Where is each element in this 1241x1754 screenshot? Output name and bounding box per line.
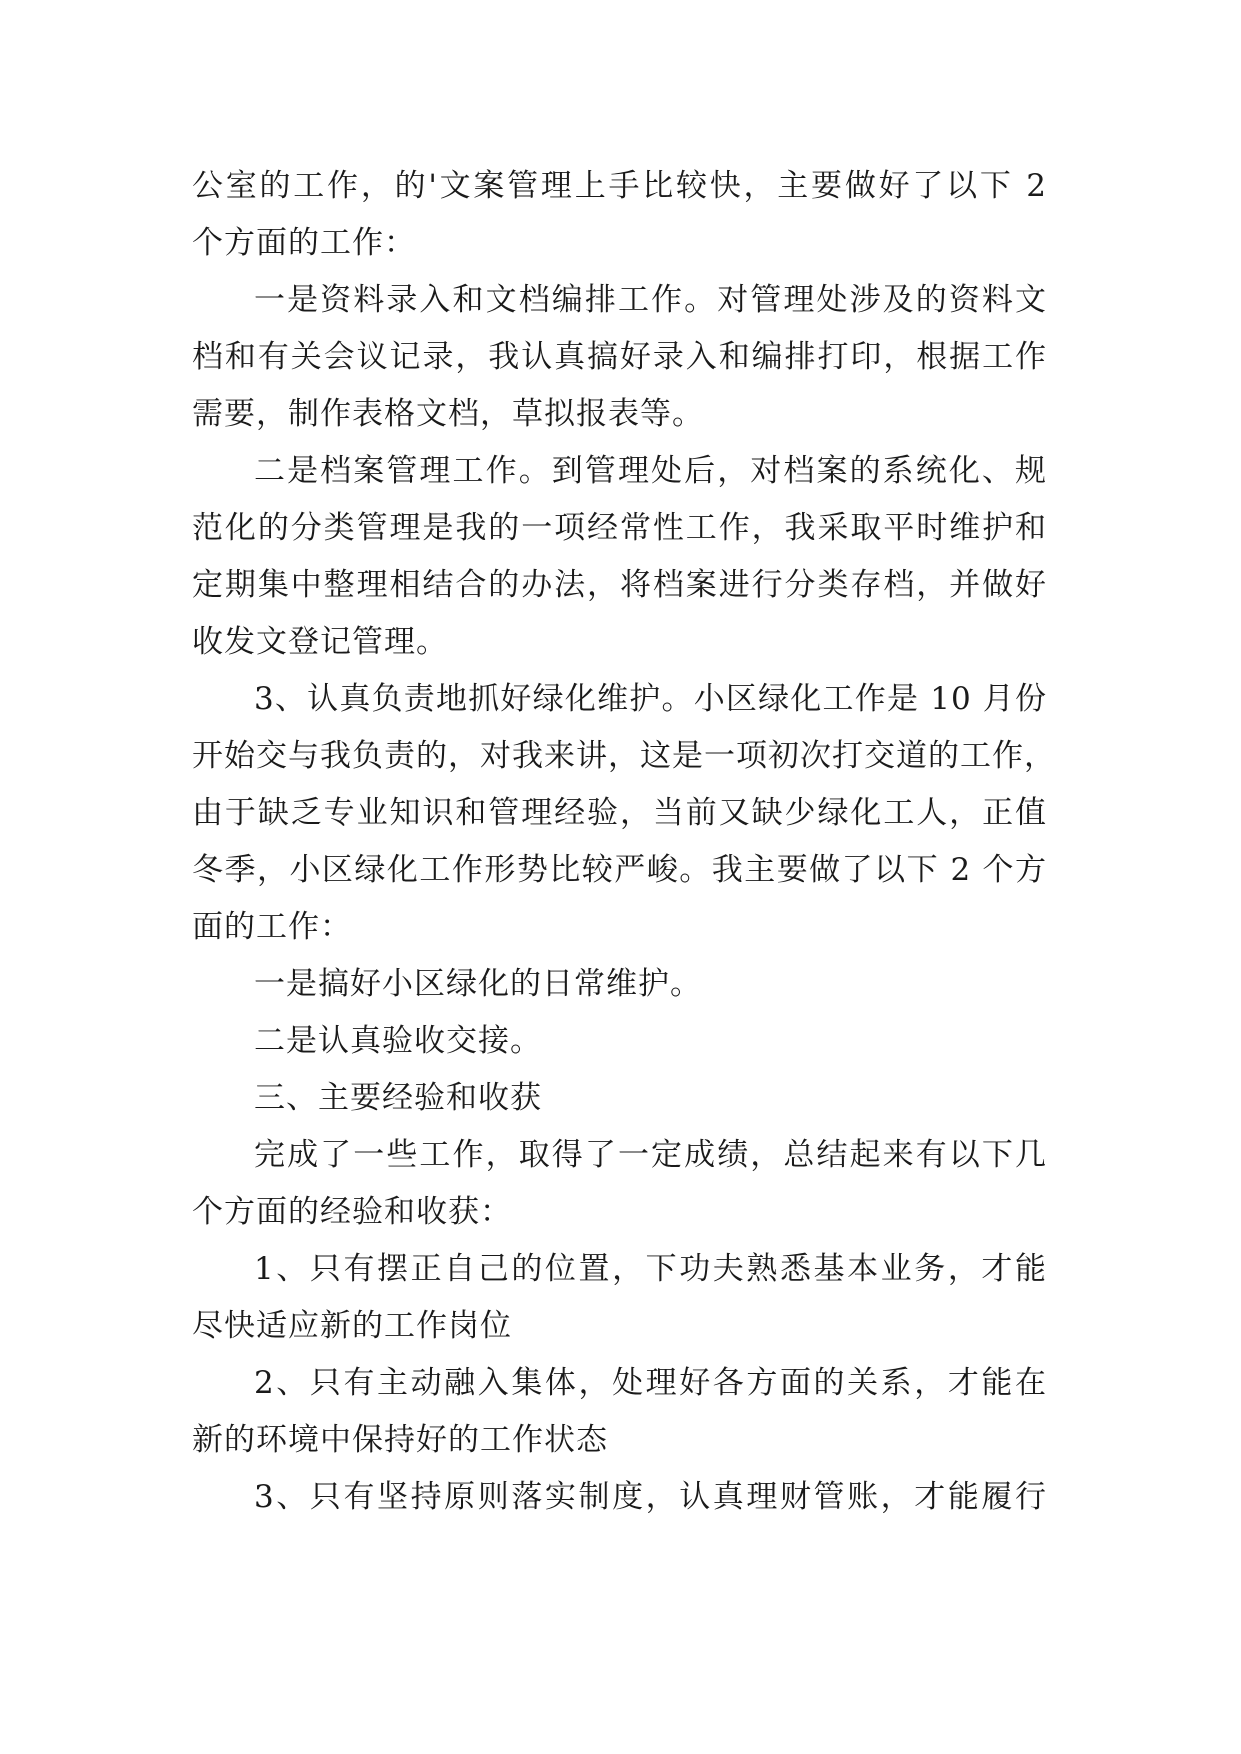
text-line: 收发文登记管理。	[192, 624, 448, 660]
text-line: 尽快适应新的工作岗位	[192, 1308, 512, 1344]
text-line: 二是档案管理工作。到管理处后，对档案的系统化、规	[254, 453, 1047, 489]
text-line: 定期集中整理相结合的办法，将档案进行分类存档，并做好	[192, 567, 1047, 603]
text-line: 二是认真验收交接。	[254, 1023, 542, 1059]
text-line: 完成了一些工作，取得了一定成绩，总结起来有以下几	[254, 1137, 1047, 1173]
text-line: 档和有关会议记录，我认真搞好录入和编排打印，根据工作	[192, 339, 1047, 375]
text-line: 范化的分类管理是我的一项经常性工作，我采取平时维护和	[192, 510, 1047, 546]
text-line: 3、认真负责地抓好绿化维护。小区绿化工作是 10 月份	[254, 681, 1047, 717]
text-line: 个方面的经验和收获：	[192, 1194, 512, 1230]
text-line: 1、只有摆正自己的位置，下功夫熟悉基本业务，才能	[254, 1251, 1047, 1287]
text-line: 新的环境中保持好的工作状态	[192, 1422, 608, 1458]
text-line: 开始交与我负责的，对我来讲，这是一项初次打交道的工作，	[192, 738, 1056, 774]
text-line: 面的工作：	[192, 909, 352, 945]
text-line: 一是搞好小区绿化的日常维护。	[254, 966, 702, 1002]
text-line: 一是资料录入和文档编排工作。对管理处涉及的资料文	[254, 282, 1047, 318]
text-line: 3、只有坚持原则落实制度，认真理财管账，才能履行	[254, 1479, 1047, 1515]
text-line: 需要，制作表格文档，草拟报表等。	[192, 396, 704, 432]
text-line: 公室的工作，的'文案管理上手比较快，主要做好了以下 2	[192, 168, 1047, 204]
section-heading: 三、主要经验和收获	[254, 1080, 542, 1116]
text-line: 个方面的工作：	[192, 225, 416, 261]
text-line: 冬季，小区绿化工作形势比较严峻。我主要做了以下 2 个方	[192, 852, 1047, 888]
text-line: 2、只有主动融入集体，处理好各方面的关系，才能在	[254, 1365, 1047, 1401]
text-line: 由于缺乏专业知识和管理经验，当前又缺少绿化工人，正值	[192, 795, 1047, 831]
